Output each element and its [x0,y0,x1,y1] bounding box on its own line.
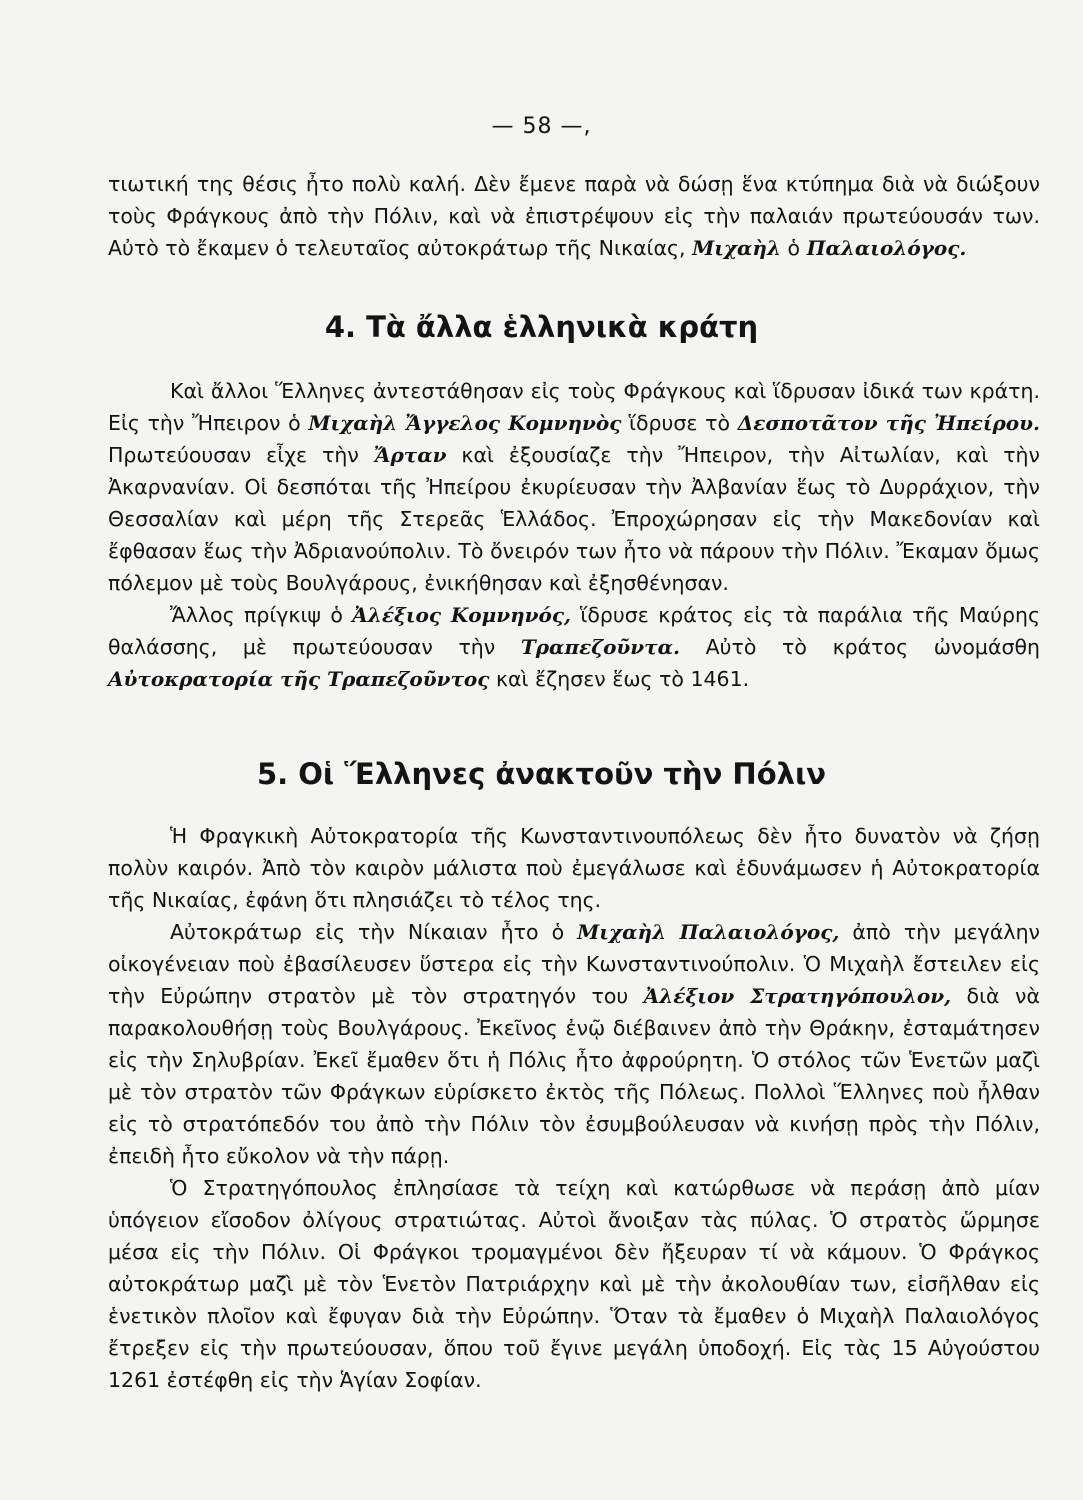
section-5-text [108,820,1040,1396]
paragraph [108,599,1040,695]
emphasized-name: Παλαιολόγος. [806,236,967,260]
text-run: Ἄλλος πρίγκιψ ὁ [170,603,353,627]
paragraph [108,375,1040,599]
text-run: ἵδρυσε κράτος εἰς τὰ παράλια τῆς Μαύρης θαλάσσης, μὲ πρωτεύουσαν τὴν [108,603,1040,659]
paragraph [108,820,1040,916]
emphasized-name: Ἀλέξιος Κομνηνός, [352,603,571,627]
emphasized-name: Αὐτοκρατορία τῆς Τραπεζοῦντος [108,667,490,691]
text-run: Καὶ ἄλλοι Ἕλληνες ἀντεστάθησαν εἰς τοὺς Φράγκους καὶ ἵδρυσαν ἰδικά των κράτη. Εἰς τὴν Ἤπειρον ὁ [108,379,1040,435]
emphasized-name: Μιχαὴλ [692,236,781,260]
text-run: ὁ [781,236,807,260]
text-run: Αὐτοκράτωρ εἰς τὴν Νίκαιαν ἦτο ὁ [170,920,578,944]
page-number: — 58 —, [491,114,592,139]
paragraph [108,168,1040,264]
section-4-text [108,375,1040,695]
emphasized-name: Δεσποτᾶτον τῆς Ἠπείρου. [737,411,1040,435]
section-heading-5: 5. Οἱ Ἕλληνες ἀνακτοῦν τὴν Πόλιν [256,757,827,791]
text-run: Πρωτεύουσαν εἶχε τὴν [108,443,374,467]
intro-text [108,168,1040,264]
text-run: Ἡ Φραγκικὴ Αὐτοκρατορία τῆς Κωνσταντινουπόλεως δὲν ἦτο δυνατὸν νὰ ζήσῃ πολὺν καιρόν. Ἀπὸ τὸν καιρὸν μάλιστα ποὺ ἐμεγάλωσε καὶ ἐδυνάμωσεν ἡ Αὐτοκρατορία τῆς Νικαίας, ἐφάνη ὅτι πλησιάζει τὸ τέλος της. [108,824,1040,912]
emphasized-name: Ἀλέξιον Στρατηγόπουλον, [643,984,952,1008]
text-run: καὶ ἔζησεν ἕως τὸ 1461. [489,667,750,691]
text-run: Ὁ Στρατηγόπουλος ἐπλησίασε τὰ τείχη καὶ κατώρθωσε νὰ περάσῃ ἀπὸ μίαν ὑπόγειον εἴσοδον ὀλίγους στρατιώτας. Αὐτοὶ ἄνοιξαν τὰς πύλας. Ὁ στρατὸς ὥρμησε μέσα εἰς τὴν Πόλιν. Οἱ Φράγκοι τρομαγμένοι δὲν ἤξευραν τί νὰ κάμουν. Ὁ Φράγκος αὐτοκράτωρ μαζὶ μὲ τὸν Ἑνετὸν Πατριάρχην καὶ μὲ τὴν ἀκολουθίαν των, εἰσῆλθαν εἰς ἑνετικὸν πλοῖον καὶ ἔφυγαν διὰ τὴν Εὐρώπην. Ὅταν τὰ ἔμαθεν ὁ Μιχαὴλ Παλαιολόγος ἔτρεξεν εἰς τὴν πρωτεύουσαν, ὅπου τοῦ ἔγινε μεγάλη ὑποδοχή. Εἰς τὰς 15 Αὐγούστου 1261 ἐστέφθη εἰς τὴν Ἁγίαν Σοφίαν. [108,1176,1040,1392]
section-heading-4: 4. Τὰ ἄλλα ἑλληνικὰ κράτη [324,310,759,344]
text-run: Αὐτὸ τὸ κράτος ὠνομάσθη [680,635,1040,659]
paragraph [108,916,1040,1172]
emphasized-name: Τραπεζοῦντα. [520,635,680,659]
text-run: καὶ ἐξουσίαζε τὴν Ἤπειρον, τὴν Αἰτωλίαν, καὶ τὴν Ἀκαρνανίαν. Οἱ δεσπόται τῆς Ἠπείρου ἐκυρίευσαν τὴν Ἀλβανίαν ἕως τὸ Δυρράχιον, τὴν Θεσσαλίαν καὶ μέρη τῆς Στερεᾶς Ἑλλάδος. Ἐπροχώρησαν εἰς τὴν Μακεδονίαν καὶ ἔφθασαν ἕως τὴν Ἀδριανούπολιν. Τὸ ὄνειρόν των ἦτο νὰ πάρουν τὴν Πόλιν. Ἔκαμαν ὅμως πόλεμον μὲ τοὺς Βουλγάρους, ἐνικήθησαν καὶ ἐξησθένησαν. [108,443,1041,595]
text-run: διὰ νὰ παρακολουθήσῃ τοὺς Βουλγάρους. Ἐκεῖνος ἐνῷ διέβαινεν ἀπὸ τὴν Θράκην, ἐσταμάτησεν εἰς τὴν Σηλυβρίαν. Ἐκεῖ ἔμαθεν ὅτι ἡ Πόλις ἦτο ἀφρούρητη. Ὁ στόλος τῶν Ἑνετῶν μαζὶ μὲ τὸν στρατὸν τῶν Φράγκων εὑρίσκετο ἐκτὸς τῆς Πόλεως. Πολλοὶ Ἕλληνες ποὺ ἦλθαν εἰς τὸ στρατόπεδόν του ἀπὸ τὴν Πόλιν τὸν ἐσυμβούλευσαν νὰ κινήσῃ πρὸς τὴν Πόλιν, ἐπειδὴ ἦτο εὔκολον νὰ τὴν πάρῃ. [108,984,1040,1168]
emphasized-name: Μιχαὴλ Ἄγγελος Κομνηνὸς [308,411,622,435]
text-run: τιωτική της θέσις ἦτο πολὺ καλή. Δὲν ἔμενε παρὰ νὰ δώσῃ ἕνα κτύπημα διὰ νὰ διώξουν τοὺς Φράγκους ἀπὸ τὴν Πόλιν, καὶ νὰ ἐπιστρέψουν εἰς τὴν παλαιάν πρωτεύουσάν των. Αὐτὸ τὸ ἔκαμεν ὁ τελευταῖος αὐτοκράτωρ τῆς Νικαίας, [108,172,1040,260]
emphasized-name: Ἄρταν [373,443,447,467]
paragraph [108,1172,1040,1396]
text-run: ἵδρυσε τὸ [621,411,738,435]
text-run: ἀπὸ τὴν μεγάλην οἰκογένειαν ποὺ ἐβασίλευσεν ὕστερα εἰς τὴν Κωνσταντινούπολιν. Ὁ Μιχαὴλ ἔστειλεν εἰς τὴν Εὐρώπην στρατὸν μὲ τὸν στρατηγόν του [108,920,1041,1008]
emphasized-name: Μιχαὴλ Παλαιολόγος, [577,920,840,944]
